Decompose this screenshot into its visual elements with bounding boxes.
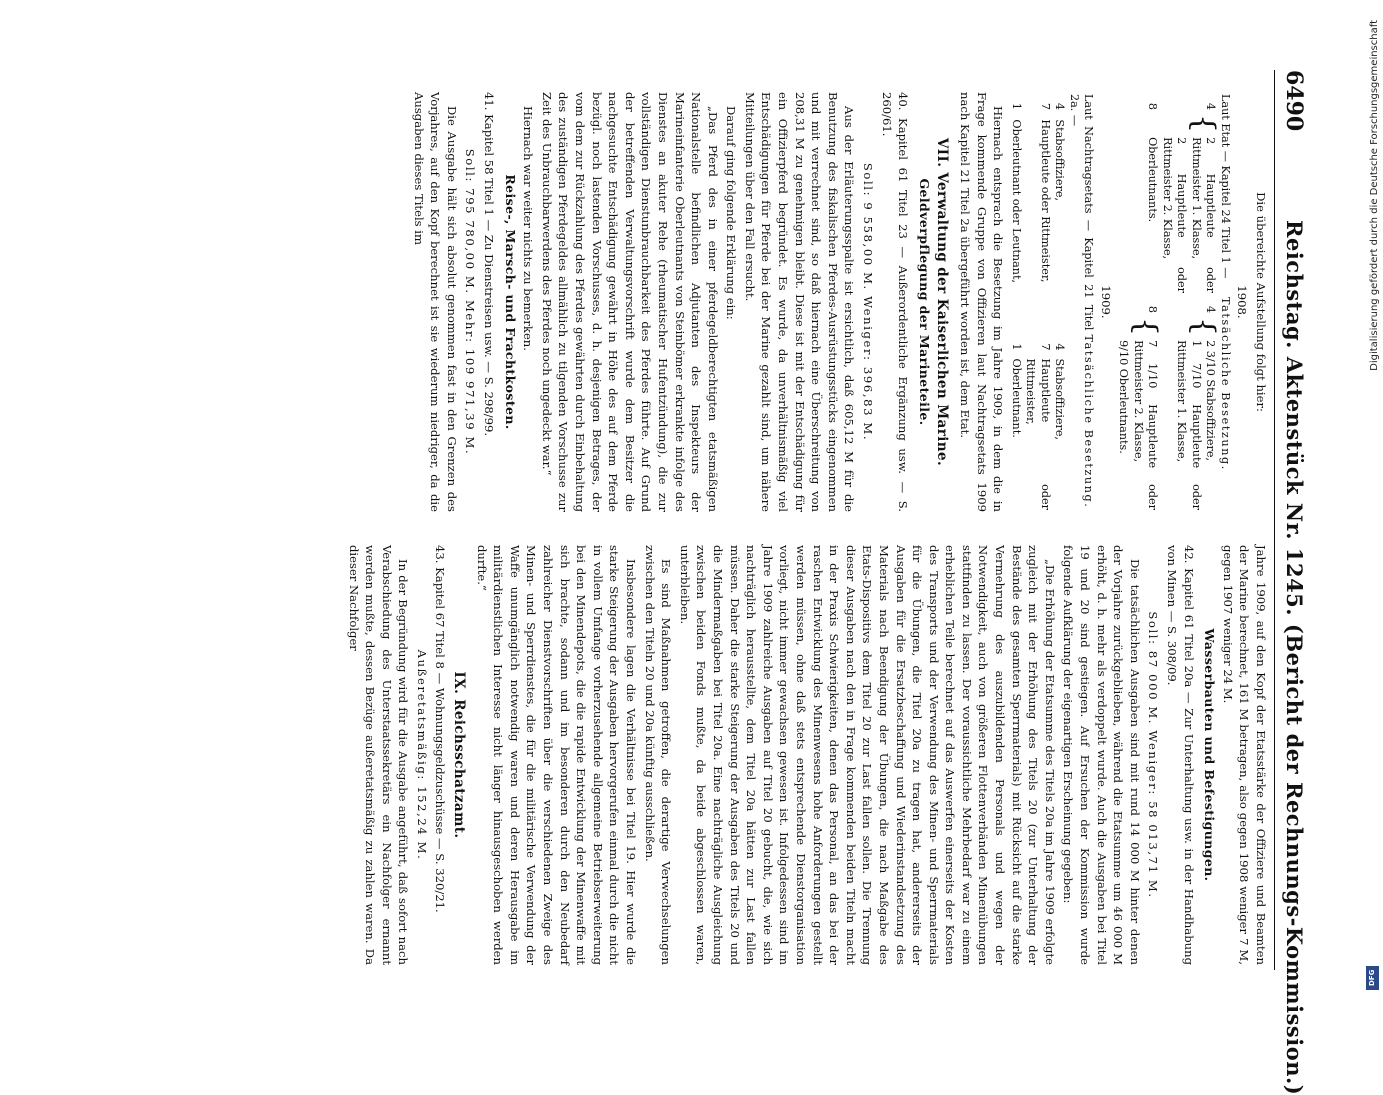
count-cell: 4	[1053, 343, 1067, 351]
left-column	[408, 92, 1269, 512]
item-heading: 42. Kapitel 61 Titel 20a — Zur Unterhaltung usw. in der Handhabung von Minen — S. 308/09.	[1165, 545, 1196, 965]
item-heading: 41. Kapitel 58 Titel 1 — Zu Dienstreisen usw. — S. 298/99.	[482, 92, 496, 437]
table-cell	[1159, 135, 1217, 295]
cell-line: 9/10 Oberleutnants.	[1117, 340, 1131, 454]
count-cell: 8	[1146, 102, 1160, 110]
credit-text: Digitalisierung gefördert durch die Deutsche Forschungsgemeinschaft	[1369, 20, 1380, 371]
table-row	[1159, 92, 1217, 512]
staffing-table-1908	[1116, 92, 1232, 512]
brace: {	[1186, 114, 1222, 134]
table-row	[1008, 92, 1023, 512]
paragraph: In der Begründung wird für die Ausgabe angeführt, daß sofort nach Verabschiedung des Unterstaatssekretärs ein Nachfolger ernannt werden mußte, dessen Bezüge außeretatsmäßig zu zahlen waren. Da dieser Nachfolger	[346, 545, 411, 965]
page-number: 6490	[1281, 70, 1307, 132]
table-cell	[1116, 338, 1160, 512]
table-cell: Stabsoffiziere,	[1053, 358, 1067, 441]
item-soll: Außeretatsmäßig: 152,24 M.	[414, 649, 429, 861]
paragraph: Die Ausgabe hält sich absolut genommen fast in den Grenzen des Vorjahres, auf den Kopf berechnet ist sie wiederum niedriger, da die Ausgaben dieses Titels im	[411, 92, 459, 512]
item-heading: 40. Kapitel 61 Titel 23 — Außerordentliche Ergänzung usw. — S. 260/61.	[879, 92, 911, 512]
dfg-logo: DFG	[1366, 966, 1379, 990]
table-cell: Stabsoffiziere,	[1053, 119, 1067, 202]
table-header-nachtrag: Laut Nachtragsetats — Kapitel 21 Titel 2a. —	[1067, 94, 1096, 331]
year-heading: 1908.	[1235, 285, 1250, 319]
section-subheading: Wasserbauten und Befestigungen.	[1202, 628, 1218, 882]
digitization-credit	[1365, 0, 1383, 1000]
cell-line: 2 Hauptleute oder Rittmeister 2. Klasse,	[1160, 137, 1189, 293]
cell-line: 2 Hauptleute oder Rittmeister 1. Klasse,	[1189, 137, 1218, 293]
cell-line: 7 1/10 Hauptleute oder Rittmeister 2. Klasse,	[1131, 340, 1160, 510]
table-cell: Oberleutnants.	[1146, 137, 1160, 223]
brace: {	[1128, 316, 1164, 337]
count-cell: 7	[1038, 102, 1052, 110]
paragraph: Darauf ging folgende Erklärung ein:	[724, 106, 739, 320]
table-cell: Hauptleute oder Rittmeister,	[1024, 358, 1052, 510]
table-cell: Hauptleute oder Rittmeister,	[1038, 119, 1052, 283]
paragraph: Insbesondere lagen die Verhältnisse bei Titel 19. Hier wurde die starke Steigerung der Ausgaben hervorgerufen einmal durch die nicht in vollem Umfange vorherzusehende allgemeine Betriebserweiterung bei den Minendepots, die die rapide Entwicklung der Minenwaffe mit sich brachte, sodann und im besonderen durch den Neubedarf zahlreicher Dienstvorschriften über die verschiedenen Zweige des Minen- und Sperrdienstes, die für die militärische Verwendung der Waffe unumgänglich notwendig waren und deren Herausgabe im militärdienstlichen Interesse nicht länger hinausgeschoben werden durfte.“	[474, 545, 639, 965]
paragraph: Es sind Maßnahmen getroffen, die derartige Verwechselungen zwischen den Titeln 20 und 20a künftig ausschließen.	[642, 545, 674, 965]
table-header-etat: Laut Etat — Kapitel 24 Titel 1 —	[1218, 94, 1232, 279]
intro-text: Die übereichte Aufstellung folgt hier:	[1254, 192, 1268, 412]
table-row	[1052, 92, 1067, 512]
right-column	[343, 545, 1269, 965]
count-cell: 4	[1204, 102, 1218, 110]
section-heading: VII. Verwaltung der Kaiserlichen Marine.	[934, 137, 951, 467]
section-subheading: Geldverpflegung der Marineteile.	[916, 178, 932, 426]
year-heading: 1909.	[1098, 285, 1113, 319]
cell-line: 1 7/10 Hauptleute oder Rittmeister 1. Klasse,	[1175, 340, 1203, 510]
paragraph: Hiernach entsprach die Besetzung im Jahre 1909, in dem die in Frage kommende Gruppe von Offizieren laut Nachtragsetats 1909 nach Kapitel 21 Titel 2a übergeführt worden ist, dem Etat.	[958, 92, 1006, 512]
quote-paragraph: „Die Erhöhung der Etatsumme des Titels 20a im Jahre 1909 erfolgte zugleich mit der Erhöhung des Titels 20 (zur Unterhaltung der Bestände des gesamten Sperrmaterials) mit Rücksicht auf die starke Vermehrung des auszubildenden Personals und wegen der Notwendigkeit, auch von größeren Flottenverbänden Minenübungen stattfinden zu lassen. Der voraussichtliche Mehrbedarf war zu einem erheblichen Teile berechnet auf das Auswerfen einerseits der Kosten des Transports und der Verwendung des Minen- und Sperrmaterials für die Übungen, die Titel 20a zu tragen hat, andererseits der Ausgaben für die Ersatzbeschaffung und Wiederinstandsetzung des Materials nach Beendigung der Übungen, die nach Maßgabe des Etats-Dispositivs dem Titel 20 zur Last fallen sollen. Die Trennung dieser Ausgaben nach den in Frage kommenden beiden Titeln macht in der Praxis Schwierigkeiten, denen das Personal, an das bei der raschen Entwicklung des Minenwesens hohe Anforderungen gestellt werden müssen, ohne daß stets entsprechende Dienstorganisation vorliegt, nicht immer gewachsen gewesen ist. Infolgedessen sind im Jahre 1909 zahlreiche Ausgaben auf Titel 20 gebucht, die, wie sich nachträglich herausstellte, dem Titel 20a hätten zur Last fallen müssen. Daher die starke Steigerung der Ausgaben des Titels 20 und die Mindermaßgaben bei Titel 20a. Eine nachträgliche Ausgleichung zwischen beiden Fonds mußte, da beide abgeschlossen waren, unterbleiben.	[677, 545, 1057, 965]
section-heading: IX. Reichsschatzamt.	[451, 671, 468, 839]
table-header-actual: Tatsächliche Besetzung.	[1082, 334, 1096, 509]
item-soll: Soll: 87 000 M. Weniger: 58 013,71 M.	[1146, 611, 1161, 899]
table-header-actual: Tatsächliche Besetzung.	[1218, 296, 1232, 471]
table-row	[1023, 92, 1052, 512]
quote-paragraph: „Das Pferd des in einer pferdegeldberechtigten etatsmäßigen Nationalstelle befindlichen Adjutanten des Inspekteurs der Marineinfanterie Oberleutnants von Steinbömer erkrankte infolge des Dienstes an akuter Rehe (rheumatischer Hufentzündung), die zur vollständigen Dienstunbrauchbarkeit des Pferdes führte. Auf Grund der betreffenden Verwaltungsvorschrift wurde dem Besitzer die nachgesuchte Entschädigung gewährt in Höhe des auf dem Pferde bezügl. noch lastenden Vorschusses, d. h. desjenigen Betrages, der vom dem zur Rückzahlung des Pferdes gewährten durch Einbehaltung des zuständigen Pferdegeldes allmählich zu tilgenden Vorschusse zur Zeit des Unbrauchbarwerdens des Pferdes noch ungedeckt war.“	[539, 92, 720, 512]
count-cell: 8	[1146, 305, 1160, 313]
paragraph: Aus der Erläuterungsspalte ist ersichtlich, daß 605,12 M für die Benutzung des fiskalischen Pferdes-Ausrüstungsstücks eingenommen und mit verrechnet sind, so daß hiernach eine Überschreitung von 208,31 M zu genehmigen bleibt. Diese ist mit der Entschädigung für ein Offizierpferd begründet. Es wurde, da unverhältnismäßig viel Entschädigungen für Pferde bei der Marine gezahlt sind, um nähere Mitteilungen über den Fall ersucht.	[742, 92, 857, 512]
item-heading: 43. Kapitel 67 Titel 8 — Wohnungsgeldzuschüsse — S. 320/21.	[433, 545, 448, 913]
table-cell: Oberleutnant.	[1009, 358, 1023, 438]
cell-line: 2 3/10 Stabsoffiziere,	[1204, 340, 1218, 462]
paragraph: Jahre 1909, auf den Kopf der Etatsstärke der Offiziere und Beamten der Marine berechnet, 161 M betragen, also gegen 1908 weniger 7 M, gegen 1907 weniger 24 M.	[1220, 545, 1268, 965]
header-title: Reichstag. Aktenstück Nr. 1245. (Bericht der Rechnungs-Kommission.)	[1282, 220, 1307, 1095]
table-cell: Oberleutnant oder Leutnant,	[1009, 119, 1023, 284]
table-row	[1116, 92, 1160, 512]
table-cell	[1159, 338, 1217, 512]
item-soll: Soll: 9 558,00 M. Weniger: 396,83 M.	[861, 162, 876, 442]
item-soll: Soll: 795 780,00 M. Mehr: 109 971,39 M.	[463, 148, 478, 456]
brace: {	[1186, 316, 1222, 337]
count-cell: 4	[1204, 305, 1218, 313]
document-page	[3, 0, 1323, 1095]
count-cell: 4	[1053, 102, 1067, 110]
page-header	[1274, 70, 1309, 1095]
count-cell: 7	[1038, 343, 1052, 351]
count-cell: 1	[1009, 343, 1023, 351]
count-cell: 1	[1009, 102, 1023, 110]
section-subheading: Reise-, Marsch- und Frachtkosten.	[502, 174, 518, 430]
paragraph: Die tatsächlichen Ausgaben sind mit rund 14 000 M hinter denen der Vorjahre zurückgeblieben, während die Etatsumme um 46 000 M erhöht, d. h. mehr als verdoppelt wurde. Auch die Ausgaben bei Titel 19 und 20 sind gestiegen. Auf Ersuchen der Kommission wurde folgende Aufklärung der eigenartigen Erscheinung gegeben:	[1061, 545, 1142, 965]
staffing-table-1909	[1008, 92, 1095, 512]
paragraph: Hiernach war weiter nichts zu bemerken.	[521, 106, 536, 351]
